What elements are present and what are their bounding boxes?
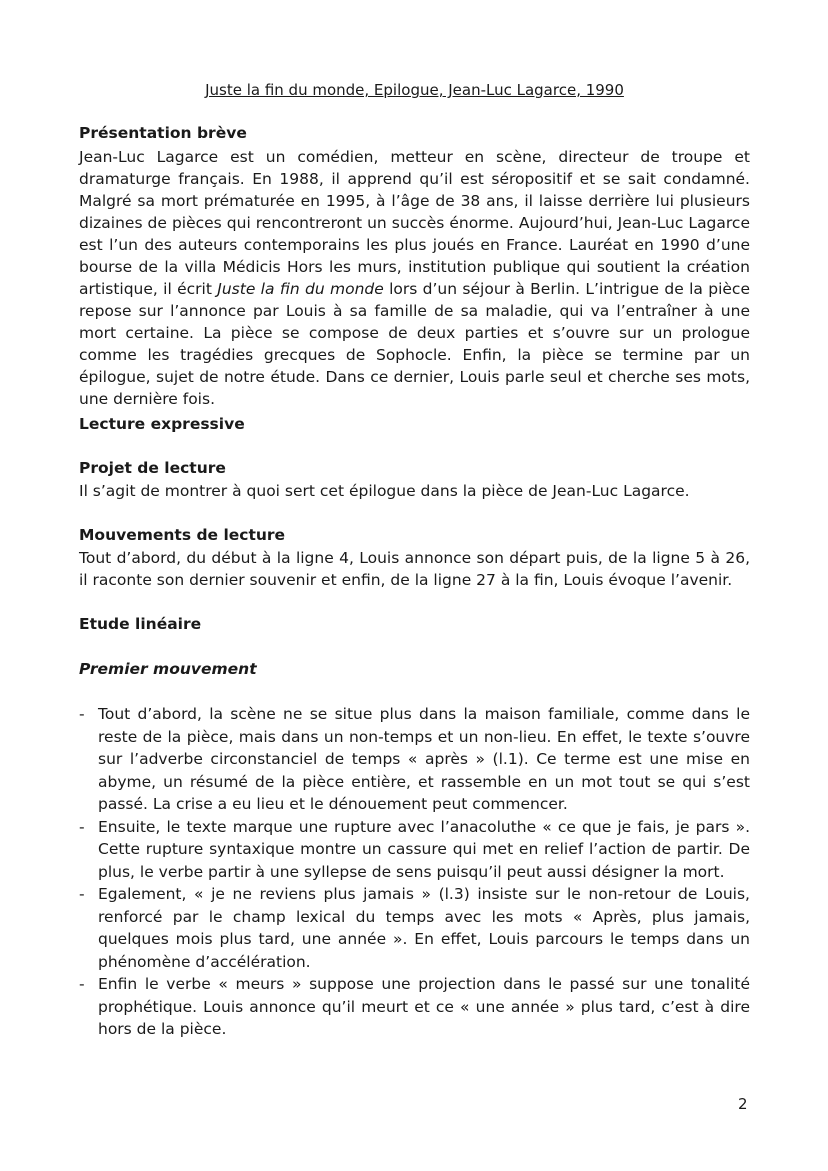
presentation-paragraph [79, 146, 750, 410]
document-title: Juste la fin du monde, Epilogue, Jean-Luc Lagarce, 1990 [205, 81, 624, 99]
list-item [79, 883, 750, 973]
bullet-dash: - [79, 975, 85, 993]
premier-mouvement-list [79, 703, 750, 1041]
mouvements-text: Tout d’abord, du début à la ligne 4, Louis annonce son départ puis, de la ligne 5 à 26, il raconte son dernier souvenir et enfin, de la ligne 27 à la fin, Louis évoque l’avenir. [79, 549, 750, 589]
projet-text: Il s’agit de montrer à quoi sert cet épilogue dans la pièce de Jean-Luc Lagarce. [79, 482, 690, 500]
presentation-title-italic: Juste la fin du monde [217, 280, 384, 298]
premier-mouvement-heading: Premier mouvement [79, 660, 257, 678]
etude-heading: Etude linéaire [79, 615, 202, 633]
lecture-expressive-heading: Lecture expressive [79, 415, 245, 433]
list-item [79, 703, 750, 816]
bullet-dash: - [79, 705, 85, 723]
bullet-dash: - [79, 885, 85, 903]
list-item-text: Enfin le verbe « meurs » suppose une projection dans le passé sur une tonalité prophétique. Louis annonce qu’il meurt et ce « une année » plus tard, c’est à dire hors de la pièce. [98, 975, 750, 1038]
list-item [79, 816, 750, 884]
presentation-text-1: Jean-Luc Lagarce est un comédien, metteur en scène, directeur de troupe et dramaturge français. En 1988, il apprend qu’il est séropositif et se sait condamné. Malgré sa mort prématurée en 1995, à l’âge de 38 ans, il laisse derrière lui plusieurs dizaines de pièces qui rencontreront un succès énorme. Aujourd’hui, Jean-Luc Lagarce est l’un des auteurs contemporains les plus joués en France. Lauréat en 1990 d’une bourse de la villa Médicis Hors les murs, institution publique qui soutient la création artistique, il écrit [79, 148, 750, 298]
list-item-text: Egalement, « je ne reviens plus jamais » (l.3) insiste sur le non-retour de Louis, renforcé par le champ lexical du temps avec les mots « Après, plus jamais, quelques mois plus tard, une année ». En effet, Louis parcours le temps dans un phénomène d’accélération. [98, 885, 750, 971]
list-item [79, 973, 750, 1041]
projet-heading: Projet de lecture [79, 459, 226, 477]
bullet-dash: - [79, 817, 85, 836]
mouvements-heading: Mouvements de lecture [79, 526, 286, 544]
presentation-heading: Présentation brève [79, 124, 247, 142]
list-item-text: Tout d’abord, la scène ne se situe plus dans la maison familiale, comme dans le reste de la pièce, mais dans un non-temps et un non-lieu. En effet, le texte s’ouvre sur l’adverbe circonstanciel de temps « après » (l.1). Ce terme est une mise en abyme, un résumé de la pièce entière, et rassemble en un mot tout se qui s’est passé. La crise a eu lieu et le dénouement peut commencer. [98, 705, 750, 813]
list-item-text: Ensuite, le texte marque une rupture avec l’anacoluthe « ce que je fais, je pars ». Cette rupture syntaxique montre un cassure qui met en relief l’action de partir. De plus, le verbe partir à une syllepse de sens puisqu’il peut aussi désigner la mort. [98, 817, 750, 881]
presentation-text-2: lors d’un séjour à Berlin. L’intrigue de la pièce repose sur l’annonce par Louis à sa famille de sa maladie, qui va l’entraîner à une mort certaine. La pièce se compose de deux parties et s’ouvre sur un prologue comme les tragédies grecques de Sophocle. Enfin, la pièce se termine par un épilogue, sujet de notre étude. Dans ce dernier, Louis parle seul et cherche ses mots, une dernière fois. [79, 280, 750, 408]
page-number: 2 [738, 1095, 748, 1113]
